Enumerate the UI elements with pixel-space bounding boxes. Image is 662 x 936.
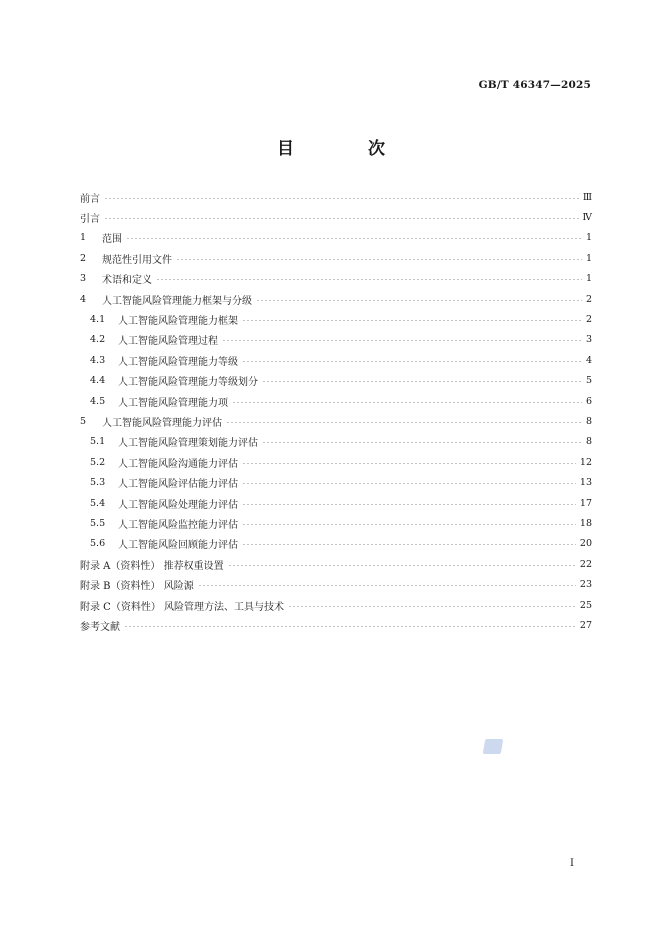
toc-entry-page: 4 (585, 354, 592, 366)
toc-entry-label: 附录 B（资料性） 风险源 (80, 581, 194, 593)
dot-leader (124, 626, 576, 627)
toc-entry-label: 引言 (80, 214, 100, 226)
toc-entry-label: 人工智能风险管理过程 (118, 336, 218, 348)
toc-entry-number: 5.1 (90, 436, 106, 448)
toc-entry[interactable] (80, 534, 592, 554)
toc-entry-page: 1 (585, 273, 592, 285)
dot-leader (242, 361, 582, 362)
toc-entry-number: 2 (80, 252, 87, 264)
toc-entry-number: 4.5 (90, 395, 106, 407)
toc-entry-page: 20 (579, 538, 592, 550)
toc-entry-number: 5.2 (90, 456, 106, 468)
toc-entry[interactable] (80, 554, 592, 574)
toc-entry[interactable] (80, 432, 592, 452)
toc-entry-page: 3 (585, 334, 592, 346)
toc-entry[interactable] (80, 411, 592, 431)
toc-entry-number: 3 (80, 273, 87, 285)
dot-leader (176, 259, 582, 260)
toc-entry-label: 参考文献 (80, 621, 120, 633)
toc-entry-page: 18 (579, 517, 592, 529)
dot-leader (222, 340, 582, 341)
toc-entry-number: 5.3 (90, 477, 106, 489)
toc-entry-number: 5.5 (90, 517, 106, 529)
dot-leader (232, 402, 582, 403)
toc-entry-number: 5.4 (90, 497, 106, 509)
dot-leader (242, 524, 576, 525)
toc-entry-number: 4.2 (90, 334, 106, 346)
toc-entry-label: 规范性引用文件 (102, 254, 172, 266)
toc-entry-label: 人工智能风险处理能力评估 (118, 499, 238, 511)
toc-entry-label: 人工智能风险管理能力项 (118, 397, 228, 409)
toc-entry-label: 附录 A（资料性） 推荐权重设置 (80, 560, 224, 572)
toc-entry-page: 1 (585, 232, 592, 244)
toc-entry-page: 5 (585, 375, 592, 387)
toc-entry-label: 范围 (102, 234, 122, 246)
toc-entry[interactable] (80, 289, 592, 309)
watermark-logo (483, 739, 504, 754)
dot-leader (198, 585, 576, 586)
toc-entry[interactable] (80, 574, 592, 594)
dot-leader (226, 422, 582, 423)
toc-entry-page: 6 (585, 395, 592, 407)
toc-entry-page: 17 (579, 497, 592, 509)
toc-entry-number: 4 (80, 293, 87, 305)
toc-entry-page: 2 (585, 293, 592, 305)
toc-entry[interactable] (80, 309, 592, 329)
toc-entry-page: Ⅳ (582, 212, 592, 224)
toc-entry-label: 人工智能风险管理能力框架 (118, 316, 238, 328)
toc-entry-page: 12 (579, 456, 592, 468)
toc-entry-label: 人工智能风险沟通能力评估 (118, 458, 238, 470)
toc-entry-number: 5.6 (90, 538, 106, 550)
toc-entry-label: 人工智能风险管理能力等级 (118, 356, 238, 368)
toc-entry-label: 人工智能风险管理能力等级划分 (118, 377, 258, 389)
toc-entry-page: 1 (585, 252, 592, 264)
dot-leader (262, 381, 582, 382)
toc-entry-number: 4.1 (90, 314, 106, 326)
toc-entry[interactable] (80, 493, 592, 513)
table-of-contents (80, 187, 592, 636)
toc-entry-number: 4.4 (90, 375, 106, 387)
dot-leader (288, 606, 576, 607)
toc-entry[interactable] (80, 452, 592, 472)
dot-leader (228, 565, 576, 566)
toc-entry-label: 前言 (80, 193, 100, 205)
dot-leader (242, 463, 576, 464)
toc-title: 目 次 (277, 139, 419, 159)
toc-entry-label: 人工智能风险监控能力评估 (118, 519, 238, 531)
toc-entry[interactable] (80, 187, 592, 207)
dot-leader (156, 279, 582, 280)
toc-entry[interactable] (80, 595, 592, 615)
toc-entry-page: 2 (585, 314, 592, 326)
dot-leader (126, 238, 582, 239)
toc-entry-label: 附录 C（资料性） 风险管理方法、工具与技术 (80, 601, 285, 613)
toc-entry-page: 8 (585, 436, 592, 448)
toc-entry-page: 8 (585, 415, 592, 427)
dot-leader (242, 544, 576, 545)
page-number: Ⅰ (570, 858, 574, 869)
toc-entry[interactable] (80, 350, 592, 370)
toc-entry[interactable] (80, 330, 592, 350)
toc-entry[interactable] (80, 207, 592, 227)
toc-entry-label: 术语和定义 (102, 275, 152, 287)
toc-entry-page: 13 (579, 477, 592, 489)
toc-entry[interactable] (80, 615, 592, 635)
toc-entry-page: 25 (579, 599, 592, 611)
toc-entry-page: 27 (579, 619, 592, 631)
toc-entry-label: 人工智能风险回顾能力评估 (118, 540, 238, 552)
dot-leader (242, 320, 582, 321)
toc-entry-page: 23 (579, 579, 592, 591)
toc-entry[interactable] (80, 472, 592, 492)
toc-entry[interactable] (80, 371, 592, 391)
toc-entry-label: 人工智能风险评估能力评估 (118, 479, 238, 491)
toc-entry[interactable] (80, 513, 592, 533)
toc-entry[interactable] (80, 391, 592, 411)
toc-entry-number: 4.3 (90, 354, 106, 366)
dot-leader (104, 218, 579, 219)
standard-number: GB/T 46347—2025 (478, 79, 591, 91)
toc-entry-label: 人工智能风险管理能力框架与分级 (102, 295, 252, 307)
dot-leader (104, 198, 579, 199)
toc-entry-number: 5 (80, 415, 87, 427)
dot-leader (242, 504, 576, 505)
toc-entry[interactable] (80, 248, 592, 268)
toc-entry-label: 人工智能风险管理策划能力评估 (118, 438, 258, 450)
toc-entry[interactable] (80, 228, 592, 248)
dot-leader (242, 483, 576, 484)
dot-leader (256, 300, 582, 301)
toc-entry-page: Ⅲ (582, 191, 592, 203)
toc-entry-label: 人工智能风险管理能力评估 (102, 417, 222, 429)
toc-entry-number: 1 (80, 232, 87, 244)
toc-entry-page: 22 (579, 558, 592, 570)
toc-entry[interactable] (80, 269, 592, 289)
dot-leader (262, 442, 582, 443)
